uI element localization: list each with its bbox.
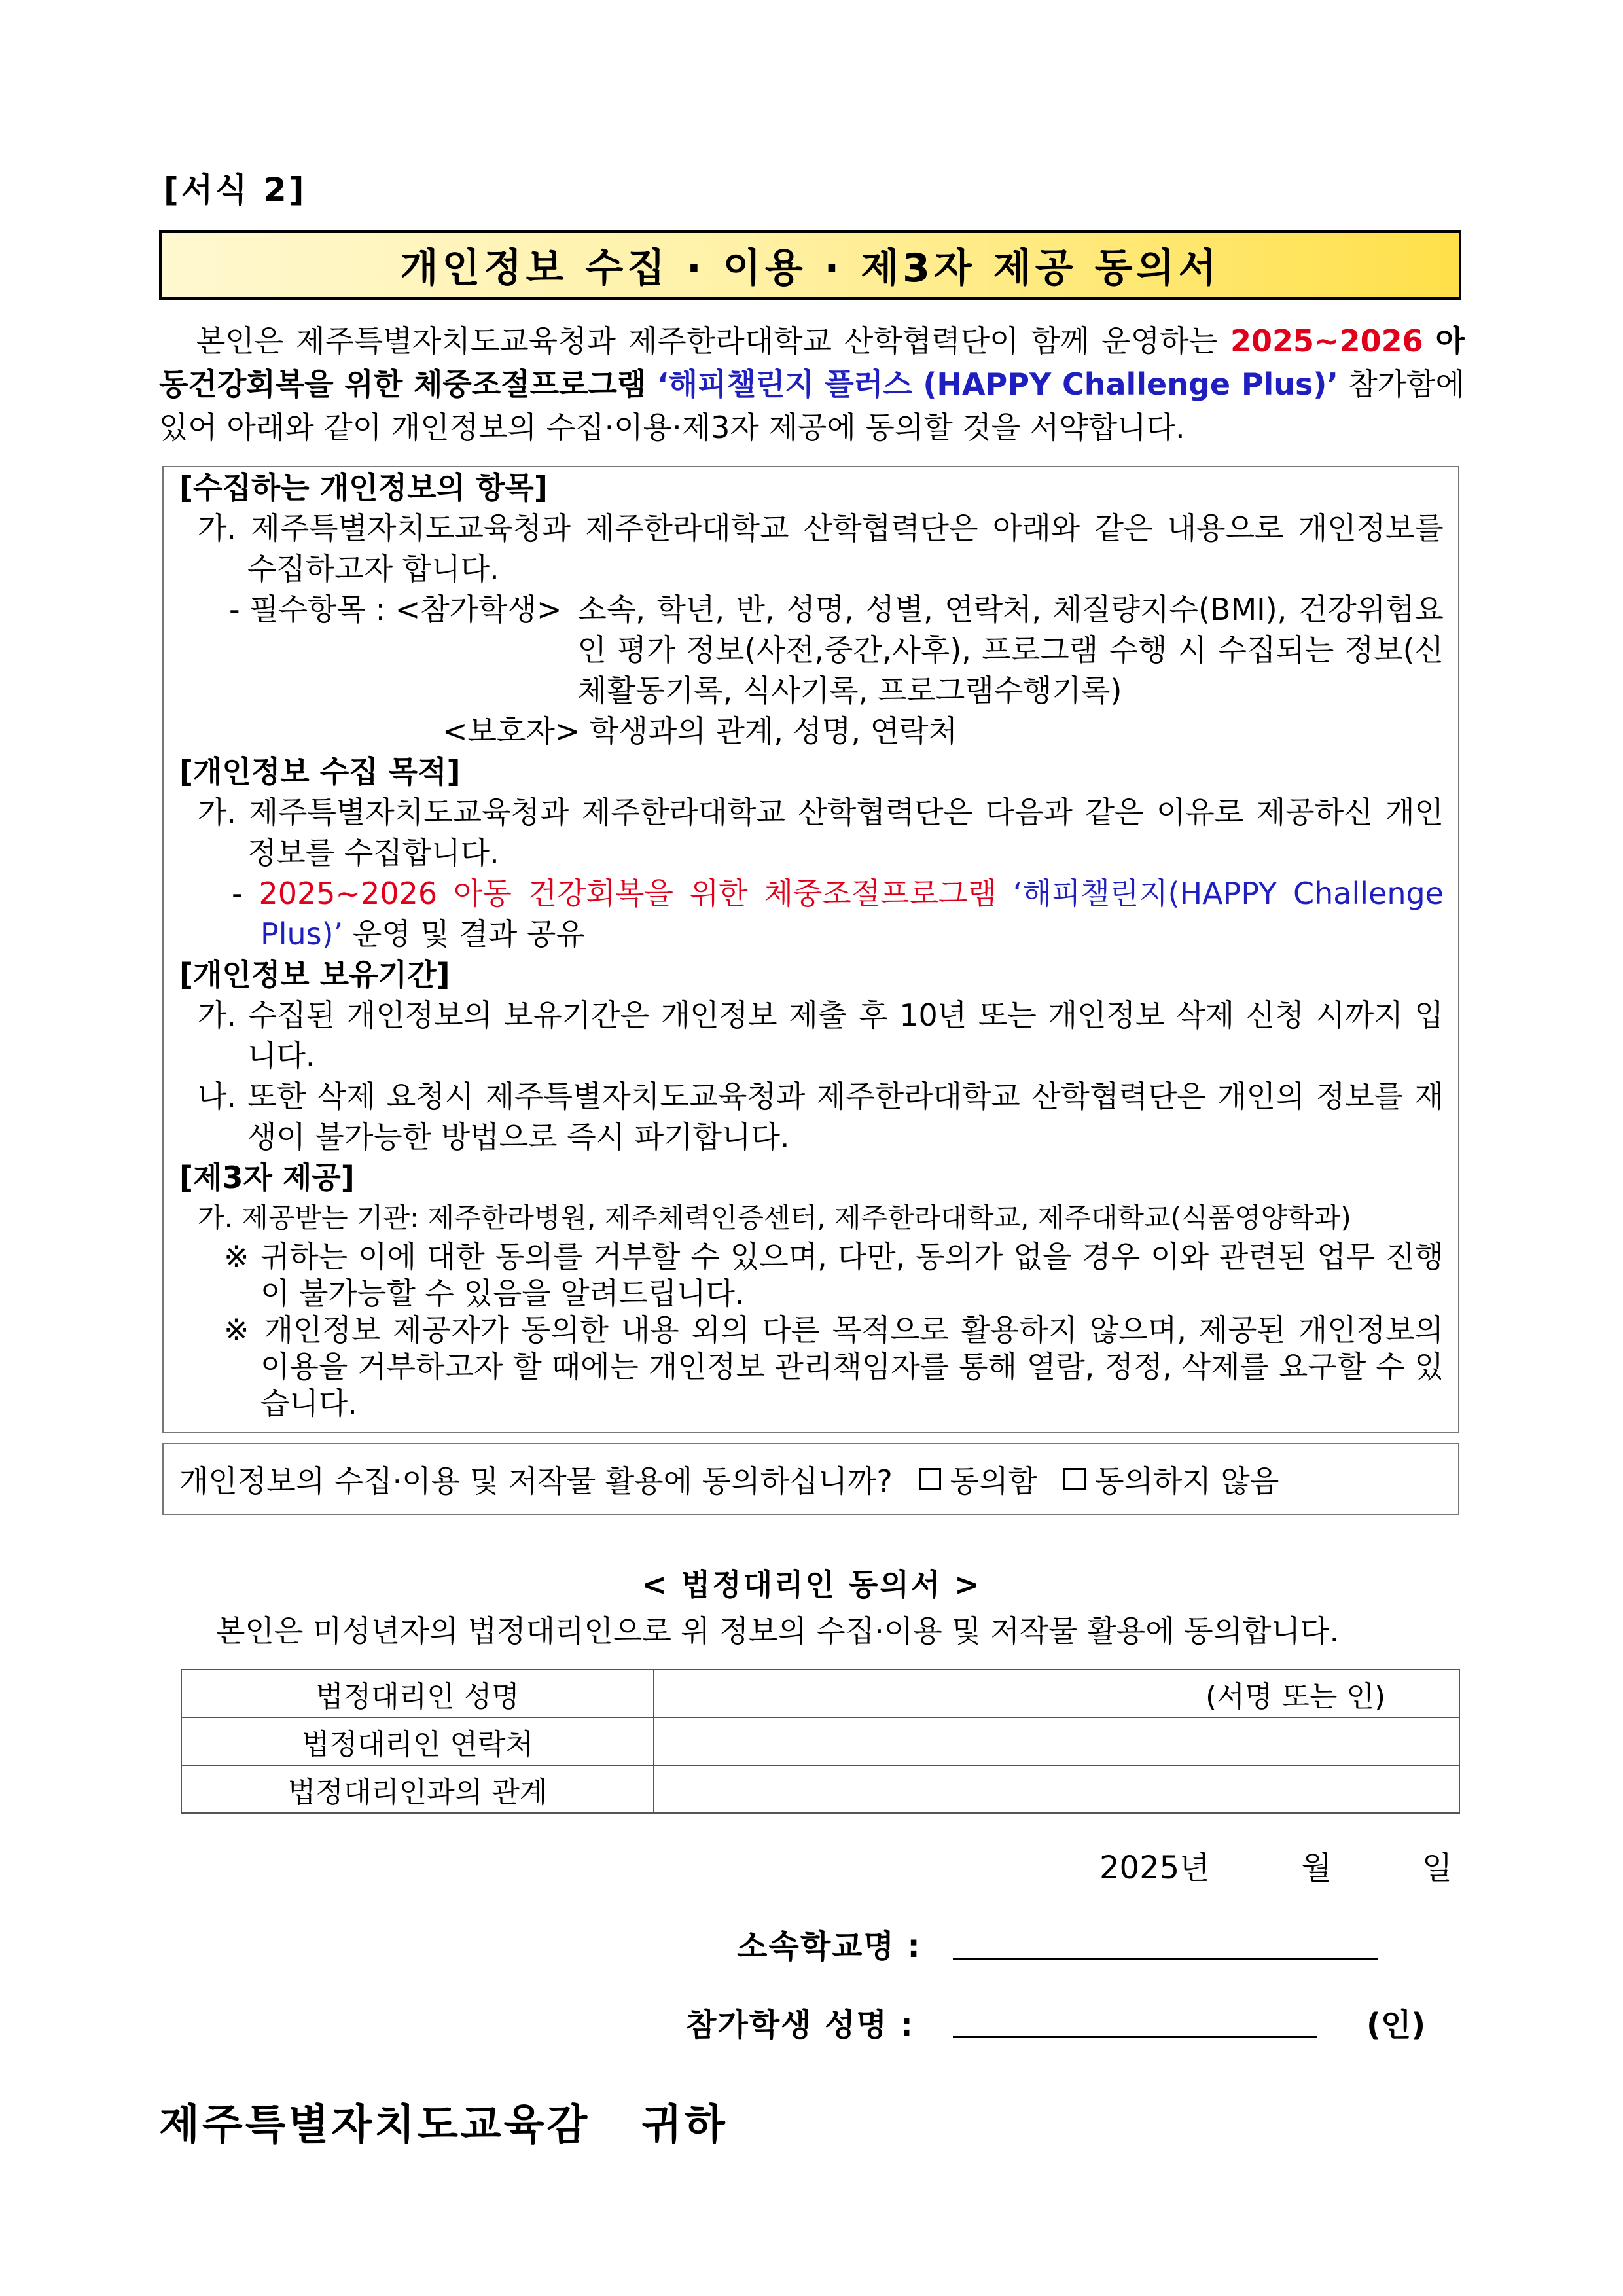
guardian-name-label: 법정대리인 성명 <box>181 1670 654 1717</box>
intro-program-name: ‘해피챌린지 플러스 (HAPPY Challenge Plus)’ <box>657 367 1338 402</box>
section-purpose-title: [개인정보 수집 목적] <box>179 754 461 789</box>
intro-text-1: 본인은 제주특별자치도교육청과 제주한라대학교 산학협력단이 함께 운영하는 <box>196 323 1230 359</box>
section-purpose-item: 가. 제주특별자치도교육청과 제주한라대학교 산학협력단은 다음과 같은 이유로 제공하신 개인정보를 수집합니다. <box>198 795 1444 870</box>
school-name-label: 소속학교명 : <box>737 1928 921 1965</box>
document-title-text: 개인정보 수집 · 이용 · 제3자 제공 동의서 <box>400 245 1221 291</box>
section-retention-title: [개인정보 보유기간] <box>179 957 450 992</box>
intro-year: 2025~2026 <box>1230 323 1423 359</box>
legal-guardian-title: < 법정대리인 동의서 > <box>641 1567 982 1602</box>
required-items-text: 소속, 학년, 반, 성명, 성별, 연락처, 체질량지수(BMI), 건강위험요인 평가 정보(사전,중간,사후), 프로그램 수행 시 수집되는 정보(신체활동기록, 식사기록, 프로그램수행기록) <box>577 592 1444 708</box>
school-name-input-line[interactable] <box>953 1958 1378 1960</box>
guardian-contact-field[interactable] <box>654 1717 1459 1765</box>
document-title <box>159 230 1461 300</box>
guardian-relation-field[interactable] <box>654 1765 1459 1813</box>
section-third-party-title: [제3자 제공] <box>179 1160 355 1195</box>
disagree-label: 동의하지 않음 <box>1095 1463 1279 1499</box>
guardian-relation-label: 법정대리인과의 관계 <box>181 1765 654 1813</box>
purpose-rest: 운영 및 결과 공유 <box>343 916 585 952</box>
section-collected-items-item: 가. 제주특별자치도교육청과 제주한라대학교 산학협력단은 아래와 같은 내용으로 개인정보를 수집하고자 합니다. <box>198 511 1444 586</box>
date-year: 2025년 <box>1099 1850 1210 1886</box>
table-row <box>181 1717 1459 1765</box>
date-line <box>1099 1842 1452 1888</box>
legal-guardian-description: 본인은 미성년자의 법정대리인으로 위 정보의 수집·이용 및 저작물 활용에 동의합니다. <box>216 1613 1340 1649</box>
consent-question-box <box>162 1443 1459 1515</box>
student-name-label: 참가학생 성명 : <box>686 2007 914 2043</box>
addressee: 제주특별자치도교육감 귀하 <box>159 2101 728 2149</box>
form-number: [서식 2] <box>164 171 307 209</box>
agree-checkbox[interactable] <box>919 1468 941 1490</box>
student-name-input-line[interactable] <box>953 2036 1317 2038</box>
required-items <box>179 589 1444 711</box>
agree-option[interactable] <box>919 1458 1037 1501</box>
section-purpose-dash <box>179 873 1444 954</box>
section-collected-items-title: [수집하는 개인정보의 항목] <box>179 470 548 505</box>
consent-question: 개인정보의 수집·이용 및 저작물 활용에 동의하십니까? <box>179 1463 893 1499</box>
purpose-program-name: ‘해피챌린지(HAPPY Challenge Plus)’ <box>260 876 1444 952</box>
intro-paragraph <box>159 319 1465 449</box>
table-row <box>181 1670 1459 1717</box>
date-day: 일 <box>1421 1850 1453 1886</box>
section-third-party-item: 가. 제공받는 기관: 제주한라병원, 제주체력인증센터, 제주한라대학교, 제주대학교(식품영양학과) <box>198 1202 1351 1234</box>
disagree-option[interactable] <box>1063 1458 1279 1501</box>
disagree-checkbox[interactable] <box>1063 1468 1086 1490</box>
required-items-label: - 필수항목 : <참가학생> <box>229 592 562 627</box>
purpose-program: 2025~2026 아동 건강회복을 위한 체중조절프로그램 <box>259 876 1013 911</box>
legal-guardian-table <box>181 1669 1460 1814</box>
date-month: 월 <box>1301 1850 1332 1886</box>
table-row <box>181 1765 1459 1813</box>
consent-details-box <box>162 466 1459 1433</box>
guardian-items: <보호자> 학생과의 관계, 성명, 연락처 <box>442 713 957 749</box>
third-party-note-2: ※ 개인정보 제공자가 동의한 내용 외의 다른 목적으로 활용하지 않으며, 제공된 개인정보의 이용을 거부하고자 할 때에는 개인정보 관리책임자를 통해 열람, 정정, 삭제를 요구할 수 있습니다. <box>224 1312 1444 1421</box>
intro-text-2: 참가함에 있어 아래와 같이 개인정보의 수집·이용·제3자 제공에 동의할 것을 서약합니다. <box>159 367 1465 445</box>
guardian-contact-label: 법정대리인 연락처 <box>181 1717 654 1765</box>
section-retention-item-2: 나. 또한 삭제 요청시 제주특별자치도교육청과 제주한라대학교 산학협력단은 개인의 정보를 재생이 불가능한 방법으로 즉시 파기합니다. <box>198 1079 1444 1155</box>
section-retention-item-1: 가. 수집된 개인정보의 보유기간은 개인정보 제출 후 10년 또는 개인정보 삭제 신청 시까지 입니다. <box>198 997 1444 1073</box>
seal-mark: (인) <box>1366 2007 1426 2043</box>
guardian-name-field[interactable]: (서명 또는 인) <box>654 1670 1459 1717</box>
purpose-dash-mark: - <box>232 876 259 911</box>
intro-program: 아동건강회복을 위한 체중조절프로그램 <box>159 323 1465 402</box>
third-party-note-1: ※ 귀하는 이에 대한 동의를 거부할 수 있으며, 다만, 동의가 없을 경우 이와 관련된 업무 진행이 불가능할 수 있음을 알려드립니다. <box>224 1239 1444 1311</box>
agree-label: 동의함 <box>950 1463 1038 1499</box>
